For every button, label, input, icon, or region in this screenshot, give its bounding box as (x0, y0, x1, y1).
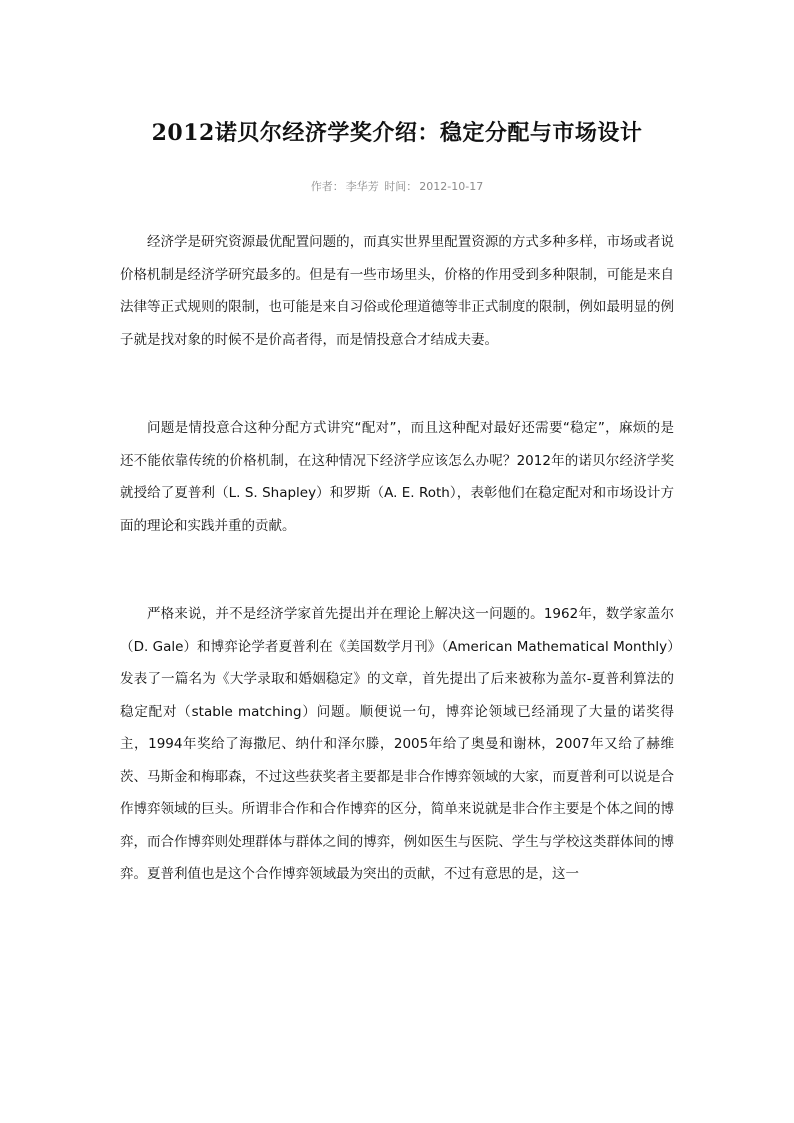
paragraph-3: 严格来说，并不是经济学家首先提出并在理论上解决这一问题的。1962年，数学家盖尔（D. Gale）和博弈论学者夏普利在《美国数学月刊》（American Mathematical Monthly）发表了一篇名为《大学录取和婚姻稳定》的文章，首先提出了后来被称为盖尔-夏普利算法的稳定配对（stable matching）问题。顺便说一句，博弈论领域已经涌现了大量的诺奖得主，1994年奖给了海撒尼、纳什和泽尔滕，2005年给了奥曼和谢林，2007年又给了赫维茨、马斯金和梅耶森，不过这些获奖者主要都是非合作博弈领域的大家，而夏普利可以说是合作博弈领域的巨头。所谓非合作和合作博弈的区分，简单来说就是非合作主要是个体之间的博弈，而合作博弈则处理群体与群体之间的博弈，例如医生与医院、学生与学校这类群体间的博弈。夏普利值也是这个合作博弈领域最为突出的贡献，不过有意思的是，这一 (120, 606, 674, 882)
author-label: 作者： (310, 180, 344, 193)
article-title: 2012诺贝尔经济学奖介绍：稳定分配与市场设计 (151, 120, 643, 146)
author-name: 李华芳 (345, 180, 379, 193)
time-label: 时间： (384, 180, 418, 193)
article-meta (0, 178, 794, 194)
paragraph-2: 问题是情投意合这种分配方式讲究“配对”，而且这种配对最好还需要“稳定”，麻烦的是还不能依靠传统的价格机制，在这种情况下经济学应该怎么办呢？2012年的诺贝尔经济学奖就授给了夏普利（L. S. Shapley）和罗斯（A. E. Roth），表彰他们在稳定配对和市场设计方面的理论和实践并重的贡献。 (120, 420, 674, 534)
article-body (120, 226, 674, 947)
publish-date: 2012-10-17 (419, 180, 484, 193)
paragraph-1: 经济学是研究资源最优配置问题的，而真实世界里配置资源的方式多种多样，市场或者说价格机制是经济学研究最多的。但是有一些市场里头，价格的作用受到多种限制，可能是来自法律等正式规则的限制，也可能是来自习俗或伦理道德等非正式制度的限制，例如最明显的例子就是找对象的时候不是价高者得，而是情投意合才结成夫妻。 (120, 234, 674, 348)
